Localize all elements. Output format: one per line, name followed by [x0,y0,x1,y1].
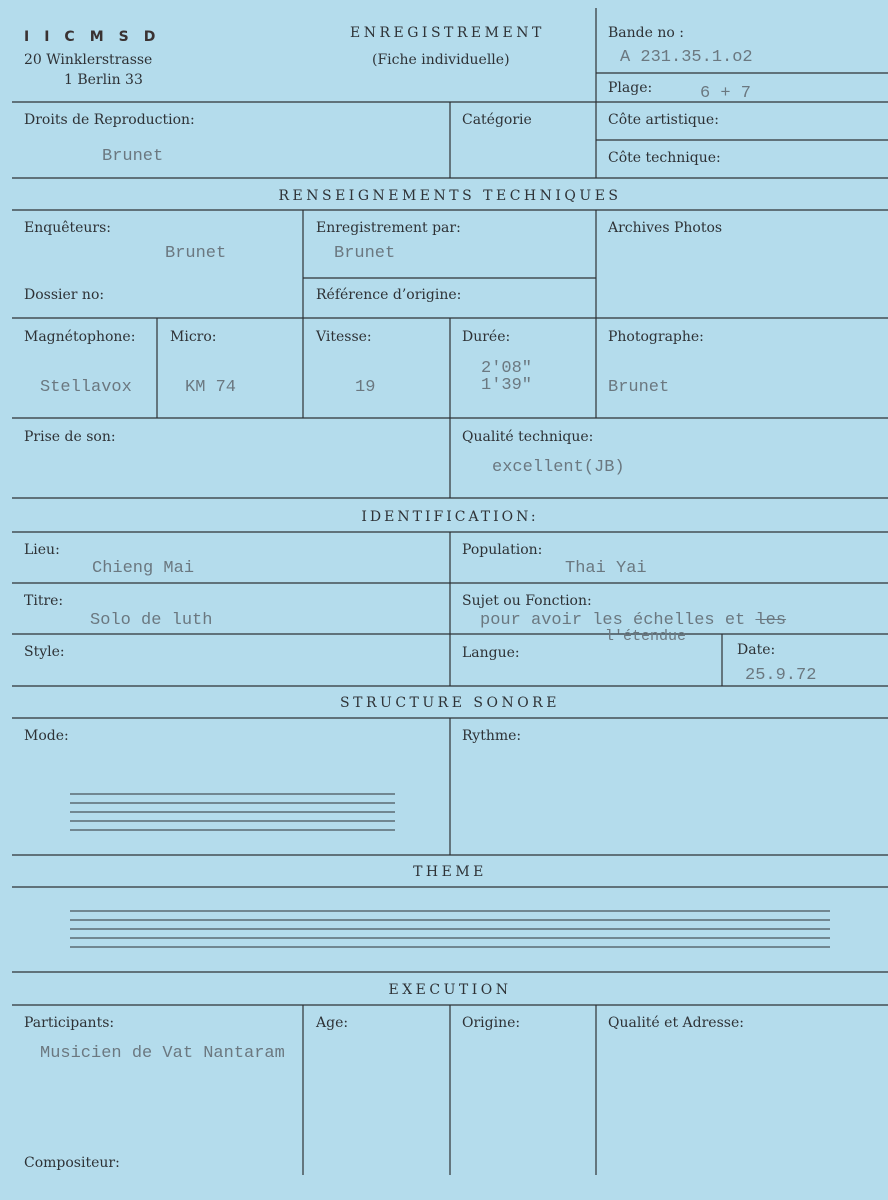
mode-label: Mode: [24,728,69,744]
address-line-1: 20 Winklerstrasse [24,52,153,68]
qualite-adresse-label: Qualité et Adresse: [608,1015,744,1031]
droits-label: Droits de Reproduction: [24,112,195,128]
duree-label: Durée: [462,329,511,345]
section-technical: RENSEIGNEMENTS TECHNIQUES [278,188,622,204]
photographe-label: Photographe: [608,329,704,345]
origine-label: Origine: [462,1015,521,1031]
qualite-technique-value: excellent(JB) [492,458,625,477]
bande-no-label: Bande no : [608,25,684,41]
institution-acronym: IICMSD [24,29,171,45]
qualite-technique-label: Qualité technique: [462,429,594,445]
enregistrement-par-label: Enregistrement par: [316,220,461,236]
participants-label: Participants: [24,1015,115,1031]
archives-photos-label: Archives Photos [608,220,723,236]
bande-no-value: A 231.35.1.o2 [620,48,753,67]
duree-value-2: 1'39" [481,376,533,395]
population-label: Population: [462,542,543,558]
magnetophone-value: Stellavox [40,378,132,397]
form-title: ENREGISTREMENT [350,25,545,41]
rythme-label: Rythme: [462,728,522,744]
prise-de-son-label: Prise de son: [24,429,116,445]
reference-origine-label: Référence d’origine: [316,287,462,303]
dossier-no-label: Dossier no: [24,287,105,303]
section-execution: EXECUTION [388,982,512,998]
duree-value-1: 2'08" [481,359,533,378]
form-subtitle: (Fiche individuelle) [372,52,510,68]
lieu-value: Chieng Mai [92,559,195,578]
photographe-value: Brunet [608,378,670,397]
droits-value: Brunet [102,147,164,166]
vitesse-label: Vitesse: [316,329,372,345]
date-value: 25.9.72 [745,666,817,685]
lieu-label: Lieu: [24,542,60,558]
sujet-text: pour avoir les échelles et [480,611,756,630]
section-identification: IDENTIFICATION: [361,509,539,525]
sujet-correction: l'étendue [605,628,687,645]
date-label: Date: [737,642,776,658]
plage-label: Plage: [608,80,653,96]
cote-technique-label: Côte technique: [608,150,721,166]
titre-value: Solo de luth [90,611,213,630]
enregistrement-par-value: Brunet [334,244,396,263]
population-value: Thai Yai [565,559,647,578]
micro-label: Micro: [170,329,217,345]
micro-value: KM 74 [185,378,237,397]
participants-value: Musicien de Vat Nantaram [40,1044,285,1063]
plage-value: 6 + 7 [700,84,752,103]
sujet-label: Sujet ou Fonction: [462,593,592,609]
age-label: Age: [316,1015,349,1031]
section-structure: STRUCTURE SONORE [340,695,560,711]
langue-label: Langue: [462,645,520,661]
cote-artistique-label: Côte artistique: [608,112,719,128]
vitesse-value: 19 [355,378,376,397]
style-label: Style: [24,644,65,660]
titre-label: Titre: [24,593,64,609]
enqueteurs-value: Brunet [165,244,227,263]
sujet-struck-word: les [755,611,787,630]
section-theme: THEME [413,864,487,880]
categorie-label: Catégorie [462,112,532,128]
enqueteurs-label: Enquêteurs: [24,220,112,236]
compositeur-label: Compositeur: [24,1155,120,1171]
magnetophone-label: Magnétophone: [24,329,136,345]
address-line-2: 1 Berlin 33 [64,72,143,88]
